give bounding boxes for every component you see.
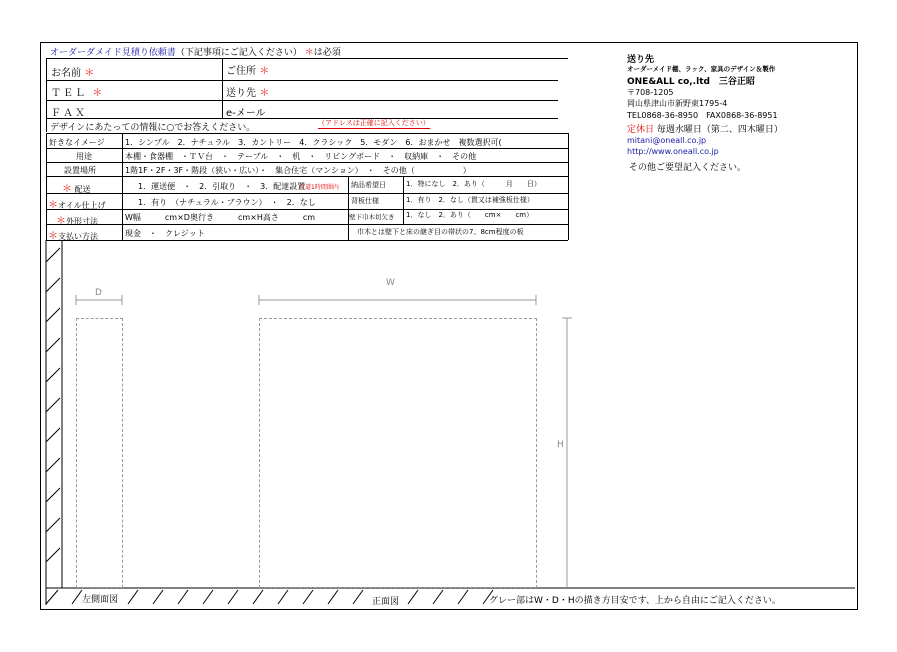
sender-address: 岡山県津山市新野東1795-4 [627, 99, 728, 108]
baseboard-label: 壁下巾木切欠き [349, 213, 395, 221]
sender-company: ONE&ALL co,.ltd 三谷正昭 [627, 77, 755, 87]
sender-other-requests: その他ご要望記入ください。 [629, 163, 747, 173]
address-required-mark: ＊ [259, 66, 270, 77]
tel-required-mark: ＊ [92, 88, 105, 99]
tel-label: ＴＥＬ [51, 88, 87, 99]
address-warning: （アドレスは正確に記入ください） [318, 119, 430, 127]
design-intro: デザインにあたっての情報に○でお答えください。 [50, 123, 256, 133]
holiday-label: 定休日 [627, 125, 655, 135]
image-pref-options[interactable]: 1．シンプル 2．ナチュラル 3．カントリー 4．クラシック 5．モダン 6．おまかせ 複数選択可( [125, 138, 502, 147]
backboard-options[interactable]: 1．有り 2．なし（貫又は補強板仕様） [406, 196, 534, 204]
height-dimension-label: H [557, 440, 564, 450]
depth-dimension-label: D [95, 288, 102, 298]
oil-required-mark: ＊ [48, 200, 58, 211]
sender-email-link[interactable]: mitani@oneall.co.jp [627, 136, 707, 145]
delivery-time-note: 片道1時間圏内 [299, 184, 339, 191]
ship-to-label: 送り先 [226, 88, 256, 99]
form-title: オーダーダメイド見積り依頼書 [50, 48, 176, 58]
width-dimension-label: W [386, 278, 395, 288]
dimension-fields[interactable]: W幅 cm×D奥行き cm×H高さ cm [125, 213, 316, 222]
delivery-options[interactable]: 1．運送便 ・ 2．引取り ・ 3．配達設置 [138, 182, 306, 191]
name-required-mark: ＊ [84, 68, 95, 79]
form-title-note: （下記事項にご記入ください） [175, 48, 302, 58]
front-view-label: 正面図 [372, 597, 400, 607]
ship-to-required-mark: ＊ [259, 88, 270, 99]
location-label: 設置場所 [64, 166, 96, 175]
side-view-label: 左側面図 [82, 595, 119, 605]
baseboard-options[interactable]: 1．なし 2．あり（ cm× cm） [406, 211, 534, 219]
required-note: は必須 [313, 48, 341, 58]
oil-options[interactable]: 1．有り （ナチュラル・ブラウン） ・ 2．なし [138, 198, 316, 207]
location-options[interactable]: 1階1F・2F・3F・階段（狭い・広い）・ 集合住宅（マンション） ・ その他（ ） [125, 166, 471, 175]
drawing-gray-note: グレー部はW・D・Hの描き方目安です、上から自由にご記入ください。 [489, 596, 781, 606]
dimension-label: 外形寸法 [66, 217, 98, 226]
sender-phone: TEL0868-36-8950 FAX0868-36-8951 [627, 111, 778, 120]
backboard-label: 背板仕様 [351, 197, 379, 205]
side-view-guide [76, 318, 123, 588]
baseboard-note: 巾木とは壁下と床の継ぎ目の帯状の7、8cm程度の板 [357, 228, 524, 236]
delivery-date-options[interactable]: 1．特になし 2．あり（ 月 日） [406, 180, 541, 188]
sender-holiday [627, 122, 783, 135]
image-pref-label: 好きなイメージ [49, 138, 105, 147]
sender-url-link[interactable]: http://www.oneall.co.jp [627, 147, 719, 156]
oil-label: オイル仕上げ [58, 201, 106, 210]
sender-zip: 〒708-1205 [627, 88, 674, 97]
delivery-date-label: 納品希望日 [351, 181, 386, 189]
required-mark: ＊ [304, 48, 314, 58]
front-view-guide [259, 318, 537, 588]
dimension-required-mark: ＊ [56, 216, 66, 227]
delivery-label: 配送 [74, 185, 91, 194]
payment-label: 支払い方法 [58, 232, 98, 241]
usage-options[interactable]: 本棚・食器棚 ・ＴＶ台 ・ テーブル ・ 机 ・ リビングボード ・ 収納庫 ・ その他 [125, 152, 477, 161]
address-label: ご住所 [226, 66, 256, 77]
delivery-required-mark: ＊ [62, 184, 72, 195]
name-label: お名前 [51, 68, 81, 79]
fax-label: ＦＡＸ [51, 108, 87, 119]
payment-required-mark: ＊ [48, 231, 58, 242]
sender-heading: 送り先 [627, 55, 655, 65]
sender-tagline: オーダーメイド棚、ラック、家具のデザイン＆製作 [627, 65, 776, 73]
usage-label: 用途 [76, 152, 92, 161]
email-label: e-メール [226, 108, 266, 119]
holiday-value: 毎週水曜日（第二、四木曜日） [656, 125, 783, 135]
payment-options[interactable]: 現金 ・ クレジット [125, 229, 205, 238]
